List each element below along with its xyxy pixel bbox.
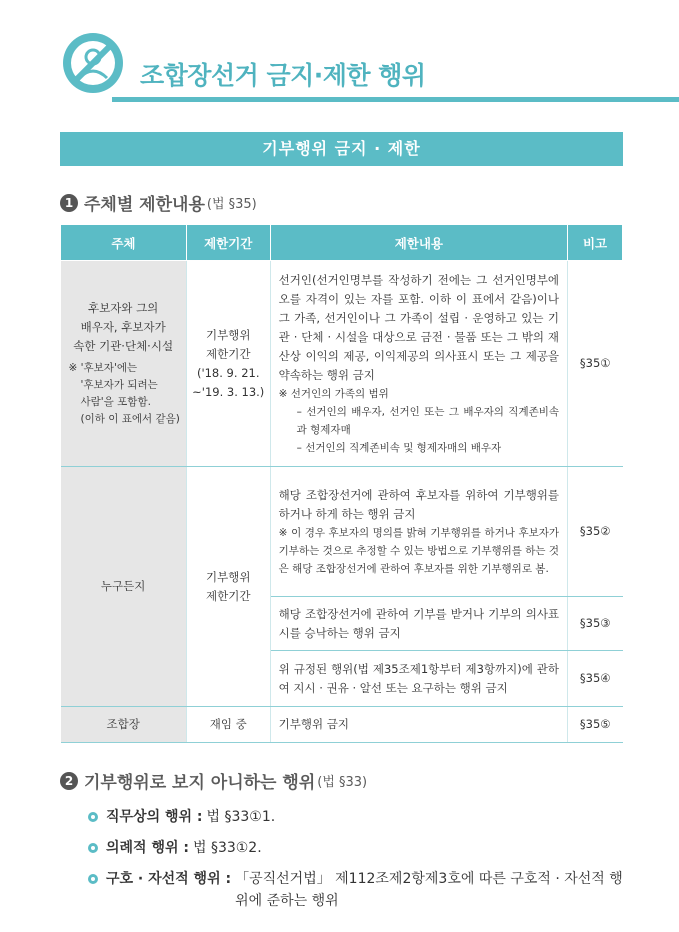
content-cell <box>270 467 567 597</box>
exception-list <box>88 806 628 921</box>
table-row <box>61 707 623 743</box>
ref-cell: §35④ <box>568 651 623 707</box>
period-line: 제한기간 <box>206 588 251 603</box>
bullet-value: 법 §33①1. <box>206 809 276 825</box>
period-line: 기부행위 <box>206 327 251 342</box>
bullet-icon <box>88 843 98 853</box>
subject-cell: 누구든지 <box>61 467 187 707</box>
section-banner: 기부행위 금지 · 제한 <box>60 132 623 166</box>
header-period: 제한기간 <box>186 225 270 261</box>
list-item <box>88 868 628 912</box>
period-cell <box>186 261 270 467</box>
subject-note-line: (이하 이 표에서 같음) <box>80 413 180 425</box>
subject-note-line: 사람'을 포함함. <box>80 396 151 408</box>
bullet-value: 「공직선거법」 제112조제2항제3호에 따른 구호적 · 자선적 행위에 준하는 행위 <box>235 871 623 909</box>
list-item <box>88 806 628 828</box>
subject-cell: 조합장 <box>61 707 187 743</box>
table-row <box>61 261 623 467</box>
period-line: 제한기간 <box>206 346 251 361</box>
bullet-value: 법 §33①2. <box>192 840 262 856</box>
section1-law: (법 §35) <box>206 197 257 212</box>
list-item <box>88 837 628 859</box>
content-dash: – 선거인의 배우자, 선거인 또는 그 배우자의 직계존비속과 형제자매 <box>296 405 560 436</box>
section2-heading <box>60 768 367 793</box>
ref-cell: §35② <box>568 467 623 597</box>
table-row <box>61 467 623 597</box>
ref-cell: §35⑤ <box>568 707 623 743</box>
subject-line: 배우자, 후보자가 <box>80 320 166 334</box>
section1-title: 주체별 제한내용 <box>84 195 205 215</box>
section1-number: 1 <box>60 194 78 212</box>
content-dash: – 선거인의 직계존비속 및 형제자매의 배우자 <box>296 441 502 454</box>
period-line: ~'19. 3. 13.) <box>192 384 265 399</box>
bullet-label: 의례적 행위 : <box>106 840 189 856</box>
subject-line: 후보자와 그의 <box>87 301 159 315</box>
subject-note-line: ※ '후보자'에는 <box>68 362 138 374</box>
content-text: 선거인(선거인명부를 작성하기 전에는 그 선거인명부에 오를 자격이 있는 자를 포함. 이하 이 표에서 같음)이나 그 가족, 선거인이나 그 가족이 설립 · 운영하고 있는 기관 · 단체 · 시설을 대상으로 금전 · 물품 또는 그 밖의 재산상 이익의 제공, 이익제공의 의사표시 또는 그 제공을 약속하는 행위 금지 <box>278 272 560 382</box>
table-header-row <box>61 225 623 261</box>
ref-cell: §35③ <box>568 597 623 651</box>
period-cell: 재임 중 <box>186 707 270 743</box>
section2-law: (법 §33) <box>317 775 368 790</box>
content-note: ※ 이 경우 후보자의 명의를 밝혀 기부행위를 하거나 후보자가 기부하는 것으로 추정할 수 있는 방법으로 기부행위를 하는 것은 해당 조합장선거에 관하여 후보자를 위한 기부행위로 봄. <box>278 526 560 575</box>
bullet-label: 직무상의 행위 : <box>106 809 203 825</box>
content-cell: 해당 조합장선거에 관하여 기부를 받거나 기부의 의사표시를 승낙하는 행위 금지 <box>270 597 567 651</box>
content-text: 해당 조합장선거에 관하여 후보자를 위하여 기부행위를 하거나 하게 하는 행위 금지 <box>278 487 560 521</box>
page-title: 조합장선거 금지·제한 행위 <box>140 61 426 90</box>
ref-cell: §35① <box>568 261 623 467</box>
header-subject: 주체 <box>61 225 187 261</box>
period-line: 기부행위 <box>206 569 251 584</box>
prohibited-person-icon <box>60 30 126 96</box>
content-cell: 기부행위 금지 <box>270 707 567 743</box>
content-cell: 위 규정된 행위(법 제35조제1항부터 제3항까지)에 관하여 지시 · 권유 · 알선 또는 요구하는 행위 금지 <box>270 651 567 707</box>
section1-heading <box>60 190 257 215</box>
bullet-icon <box>88 812 98 822</box>
period-line: ('18. 9. 21. <box>196 365 260 380</box>
content-note: ※ 선거인의 가족의 범위 <box>278 387 389 400</box>
bullet-label: 구호 · 자선적 행위 : <box>106 871 232 887</box>
subject-note-line: '후보자가 되려는 <box>80 379 158 391</box>
subject-note <box>61 360 186 428</box>
restriction-table <box>60 224 623 743</box>
subject-line: 속한 기관·단체·시설 <box>73 339 174 353</box>
subject-cell <box>61 261 187 467</box>
page-header <box>0 0 679 110</box>
header-ref: 비고 <box>568 225 623 261</box>
section2-number: 2 <box>60 772 78 790</box>
header-content: 제한내용 <box>270 225 567 261</box>
section2-title: 기부행위로 보지 아니하는 행위 <box>84 773 316 793</box>
content-cell <box>270 261 567 467</box>
period-cell <box>186 467 270 707</box>
bullet-icon <box>88 874 98 884</box>
header-rule <box>112 97 679 102</box>
